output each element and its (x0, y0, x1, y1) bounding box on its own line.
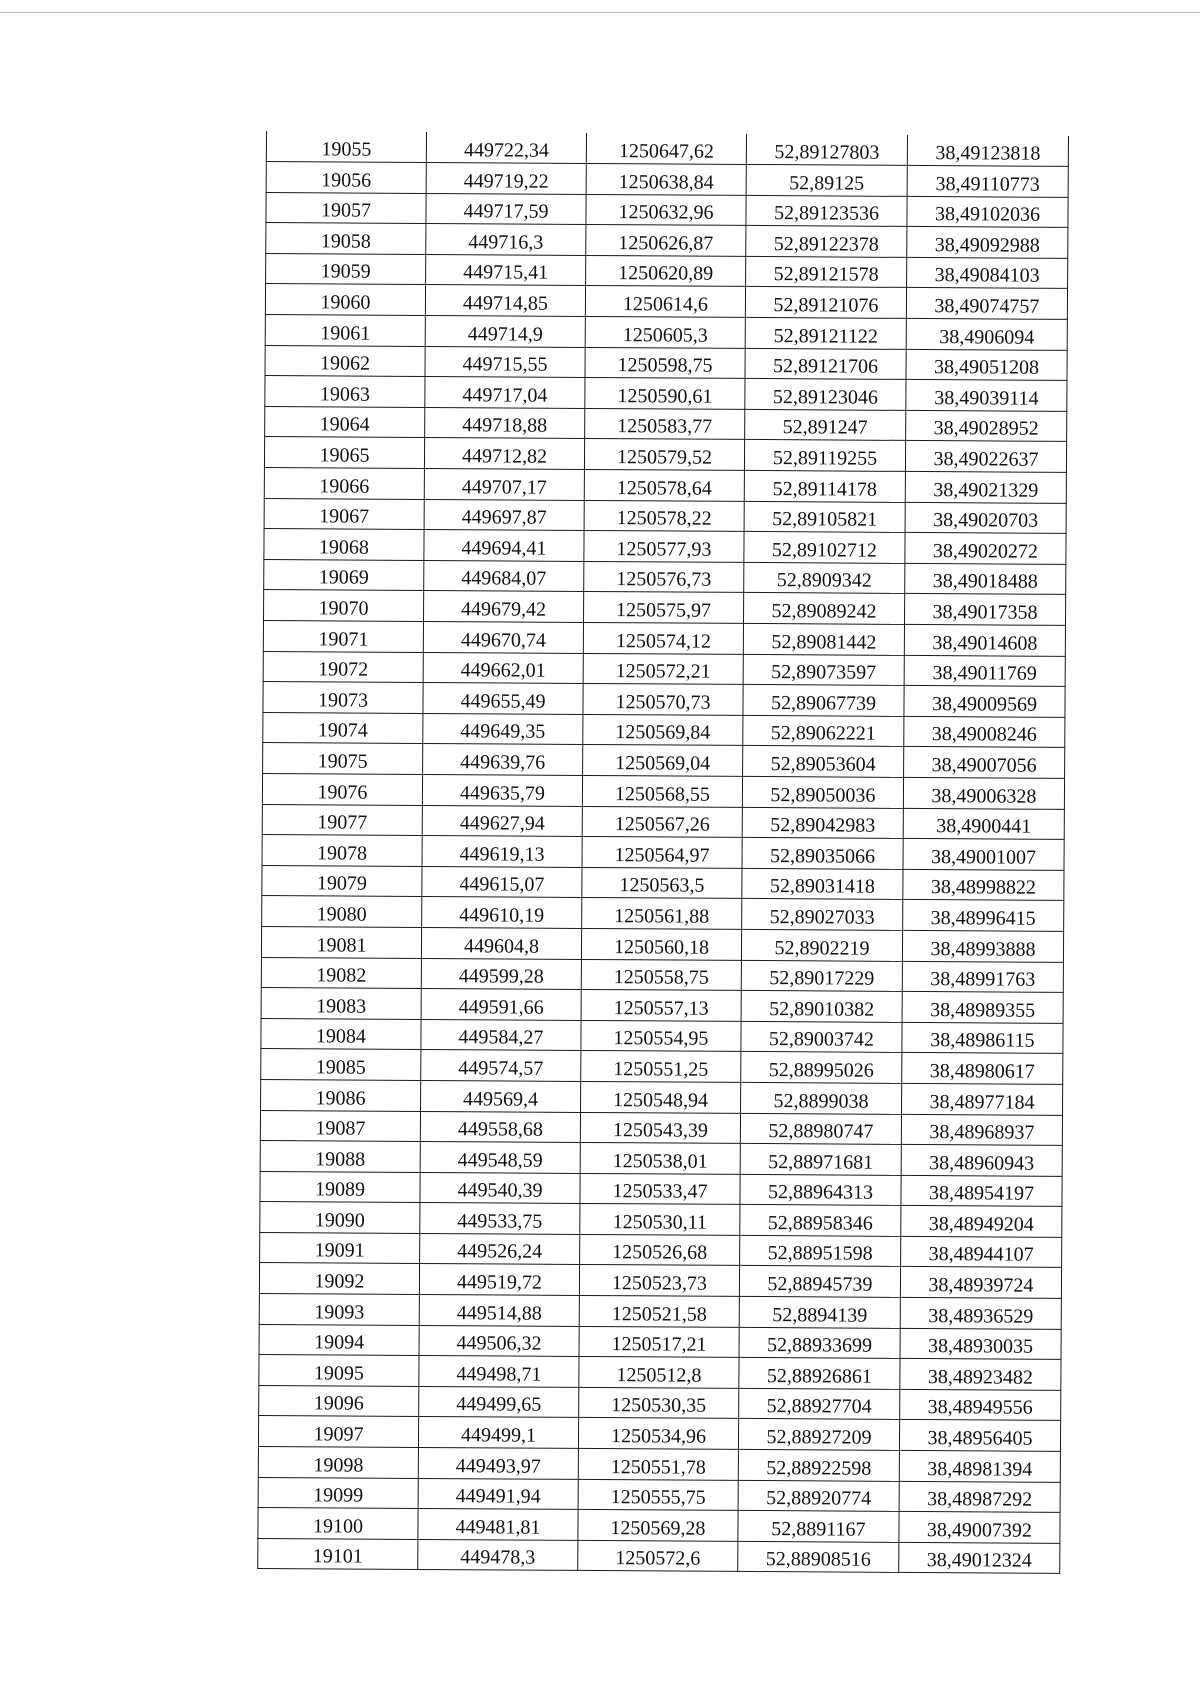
longitude-cell: 38,48998822 (903, 869, 1064, 901)
y-coordinate-cell: 1250638,84 (586, 164, 746, 196)
longitude-cell: 38,48939724 (900, 1267, 1061, 1299)
y-coordinate-cell: 1250563,5 (582, 867, 742, 899)
x-coordinate-cell: 449533,75 (420, 1203, 580, 1235)
point-number-cell: 19073 (263, 682, 423, 714)
x-coordinate-cell: 449715,55 (425, 346, 585, 378)
table-row (258, 1508, 1060, 1543)
y-coordinate-cell: 1250605,3 (585, 317, 745, 349)
point-number-cell: 19059 (266, 253, 426, 285)
latitude-cell: 52,89073597 (743, 654, 904, 686)
y-coordinate-cell: 1250574,12 (583, 622, 743, 654)
table-row (260, 1141, 1062, 1176)
table-row (260, 1232, 1062, 1267)
longitude-cell: 38,48923482 (900, 1359, 1061, 1391)
table-row (266, 253, 1068, 288)
x-coordinate-cell: 449719,22 (426, 163, 586, 195)
latitude-cell: 52,88951598 (740, 1235, 901, 1267)
x-coordinate-cell: 449599,28 (421, 958, 581, 990)
x-coordinate-cell: 449498,71 (419, 1356, 579, 1388)
point-number-cell: 19082 (261, 957, 421, 989)
table-row (263, 682, 1065, 717)
y-coordinate-cell: 1250626,87 (586, 225, 746, 257)
table-row (265, 315, 1067, 350)
y-coordinate-cell: 1250551,25 (581, 1051, 741, 1083)
longitude-cell: 38,48986115 (902, 1022, 1063, 1054)
table-row (266, 162, 1068, 197)
x-coordinate-cell: 449499,65 (419, 1386, 579, 1418)
y-coordinate-cell: 1250530,11 (580, 1204, 740, 1236)
x-coordinate-cell: 449635,79 (422, 774, 582, 806)
table-row (265, 406, 1067, 441)
table-row (261, 1079, 1063, 1114)
latitude-cell: 52,89121122 (745, 317, 906, 349)
point-number-cell: 19079 (262, 865, 422, 897)
x-coordinate-cell: 449615,07 (422, 866, 582, 898)
point-number-cell: 19067 (264, 498, 424, 530)
longitude-cell: 38,49007056 (904, 747, 1065, 779)
x-coordinate-cell: 449526,24 (420, 1233, 580, 1265)
y-coordinate-cell: 1250512,8 (579, 1357, 739, 1389)
table-row (260, 1110, 1062, 1145)
y-coordinate-cell: 1250570,73 (583, 684, 743, 716)
latitude-cell: 52,89081442 (743, 623, 904, 655)
longitude-cell: 38,48993888 (902, 930, 1063, 962)
table-row (266, 131, 1068, 166)
point-number-cell: 19092 (259, 1263, 419, 1295)
longitude-cell: 38,48936529 (900, 1297, 1061, 1329)
table-row (262, 835, 1064, 870)
table-row (258, 1538, 1060, 1573)
latitude-cell: 52,88964313 (740, 1174, 901, 1206)
x-coordinate-cell: 449558,68 (420, 1111, 580, 1143)
longitude-cell: 38,48930035 (900, 1328, 1061, 1360)
latitude-cell: 52,88927209 (738, 1419, 899, 1451)
point-number-cell: 19093 (259, 1294, 419, 1326)
table-row (261, 988, 1063, 1023)
latitude-cell: 52,88945739 (739, 1266, 900, 1298)
latitude-cell: 52,89121076 (745, 287, 906, 319)
latitude-cell: 52,88971681 (740, 1144, 901, 1176)
point-number-cell: 19057 (266, 192, 426, 224)
y-coordinate-cell: 1250534,96 (578, 1418, 738, 1450)
x-coordinate-cell: 449540,39 (420, 1172, 580, 1204)
y-coordinate-cell: 1250543,39 (580, 1112, 740, 1144)
latitude-cell: 52,88933699 (739, 1327, 900, 1359)
x-coordinate-cell: 449584,27 (421, 1019, 581, 1051)
y-coordinate-cell: 1250583,77 (585, 408, 745, 440)
point-number-cell: 19084 (261, 1018, 421, 1050)
y-coordinate-cell: 1250576,73 (584, 561, 744, 593)
point-number-cell: 19056 (266, 162, 426, 194)
longitude-cell: 38,48960943 (901, 1144, 1062, 1176)
longitude-cell: 38,48949556 (900, 1389, 1061, 1421)
y-coordinate-cell: 1250564,97 (582, 837, 742, 869)
table-row (261, 1018, 1063, 1053)
longitude-cell: 38,49017358 (904, 594, 1065, 626)
longitude-cell: 38,49008246 (904, 716, 1065, 748)
latitude-cell: 52,891247 (745, 409, 906, 441)
table-row (262, 896, 1064, 931)
y-coordinate-cell: 1250620,89 (586, 255, 746, 287)
x-coordinate-cell: 449717,04 (425, 377, 585, 409)
x-coordinate-cell: 449491,94 (418, 1478, 578, 1510)
latitude-cell: 52,88922598 (738, 1449, 899, 1481)
point-number-cell: 19098 (258, 1447, 418, 1479)
longitude-cell: 38,49007392 (899, 1512, 1060, 1544)
table-row (258, 1447, 1060, 1482)
y-coordinate-cell: 1250568,55 (582, 775, 742, 807)
longitude-cell: 38,49012324 (899, 1542, 1060, 1574)
longitude-cell: 38,48981394 (899, 1450, 1060, 1482)
latitude-cell: 52,88927704 (739, 1388, 900, 1420)
table-row (260, 1171, 1062, 1206)
point-number-cell: 19061 (265, 315, 425, 347)
table-row (263, 620, 1065, 655)
y-coordinate-cell: 1250575,97 (584, 592, 744, 624)
point-number-cell: 19076 (262, 773, 422, 805)
x-coordinate-cell: 449604,8 (421, 927, 581, 959)
x-coordinate-cell: 449662,01 (423, 652, 583, 684)
table-row (263, 651, 1065, 686)
latitude-cell: 52,89105821 (744, 501, 905, 533)
y-coordinate-cell: 1250567,26 (582, 806, 742, 838)
point-number-cell: 19083 (261, 988, 421, 1020)
y-coordinate-cell: 1250558,75 (581, 959, 741, 991)
y-coordinate-cell: 1250569,28 (578, 1510, 738, 1542)
latitude-cell: 52,88958346 (740, 1205, 901, 1237)
point-number-cell: 19100 (258, 1508, 418, 1540)
point-number-cell: 19095 (259, 1355, 419, 1387)
point-number-cell: 19097 (258, 1416, 418, 1448)
latitude-cell: 52,89089242 (744, 593, 905, 625)
latitude-cell: 52,89121578 (746, 256, 907, 288)
x-coordinate-cell: 449697,87 (424, 499, 584, 531)
latitude-cell: 52,8891167 (738, 1511, 899, 1543)
y-coordinate-cell: 1250632,96 (586, 194, 746, 226)
x-coordinate-cell: 449514,88 (419, 1295, 579, 1327)
y-coordinate-cell: 1250554,95 (581, 1020, 741, 1052)
y-coordinate-cell: 1250578,22 (584, 500, 744, 532)
point-number-cell: 19060 (265, 284, 425, 316)
latitude-cell: 52,89050036 (742, 776, 903, 808)
point-number-cell: 19058 (266, 223, 426, 255)
y-coordinate-cell: 1250560,18 (581, 928, 741, 960)
latitude-cell: 52,88926861 (739, 1358, 900, 1390)
table-row (263, 743, 1065, 778)
x-coordinate-cell: 449478,3 (418, 1539, 578, 1571)
table-row (264, 529, 1066, 564)
y-coordinate-cell: 1250557,13 (581, 990, 741, 1022)
point-number-cell: 19091 (260, 1232, 420, 1264)
point-number-cell: 19089 (260, 1171, 420, 1203)
x-coordinate-cell: 449684,07 (424, 560, 584, 592)
table-row (262, 804, 1064, 839)
longitude-cell: 38,48956405 (899, 1420, 1060, 1452)
y-coordinate-cell: 1250561,88 (582, 898, 742, 930)
x-coordinate-cell: 449548,59 (420, 1142, 580, 1174)
y-coordinate-cell: 1250526,68 (580, 1234, 740, 1266)
x-coordinate-cell: 449716,3 (426, 224, 586, 256)
point-number-cell: 19071 (263, 620, 423, 652)
table-row (264, 559, 1066, 594)
y-coordinate-cell: 1250523,73 (579, 1265, 739, 1297)
table-row (260, 1202, 1062, 1237)
y-coordinate-cell: 1250647,62 (586, 133, 746, 165)
y-coordinate-cell: 1250572,6 (578, 1540, 738, 1572)
longitude-cell: 38,4900441 (903, 808, 1064, 840)
point-number-cell: 19062 (265, 345, 425, 377)
latitude-cell: 52,89067739 (743, 685, 904, 717)
coordinates-table-body (258, 131, 1069, 1574)
point-number-cell: 19077 (262, 804, 422, 836)
latitude-cell: 52,89003742 (741, 1021, 902, 1053)
point-number-cell: 19075 (263, 743, 423, 775)
latitude-cell: 52,89017229 (741, 960, 902, 992)
longitude-cell: 38,49039114 (906, 380, 1067, 412)
x-coordinate-cell: 449707,17 (424, 469, 584, 501)
longitude-cell: 38,49084103 (907, 257, 1068, 289)
latitude-cell: 52,89102712 (744, 532, 905, 564)
point-number-cell: 19081 (261, 926, 421, 958)
point-number-cell: 19065 (264, 437, 424, 469)
point-number-cell: 19086 (261, 1079, 421, 1111)
latitude-cell: 52,88908516 (738, 1541, 899, 1573)
longitude-cell: 38,49092988 (907, 227, 1068, 259)
table-row (262, 773, 1064, 808)
point-number-cell: 19099 (258, 1477, 418, 1509)
longitude-cell: 38,49020703 (905, 502, 1066, 534)
x-coordinate-cell: 449655,49 (423, 683, 583, 715)
x-coordinate-cell: 449499,1 (418, 1417, 578, 1449)
x-coordinate-cell: 449714,9 (425, 316, 585, 348)
x-coordinate-cell: 449718,88 (425, 407, 585, 439)
latitude-cell: 52,89122378 (746, 226, 907, 258)
longitude-cell: 38,48954197 (901, 1175, 1062, 1207)
latitude-cell: 52,8899038 (741, 1082, 902, 1114)
longitude-cell: 38,49051208 (906, 349, 1067, 381)
table-row (261, 957, 1063, 992)
latitude-cell: 52,8902219 (741, 929, 902, 961)
table-row (264, 498, 1066, 533)
x-coordinate-cell: 449493,97 (418, 1447, 578, 1479)
point-number-cell: 19094 (259, 1324, 419, 1356)
table-row (264, 468, 1066, 503)
latitude-cell: 52,8909342 (744, 562, 905, 594)
point-number-cell: 19070 (264, 590, 424, 622)
y-coordinate-cell: 1250579,52 (584, 439, 744, 471)
table-row (259, 1294, 1061, 1329)
latitude-cell: 52,89119255 (744, 440, 905, 472)
point-number-cell: 19068 (264, 529, 424, 561)
x-coordinate-cell: 449481,81 (418, 1509, 578, 1541)
y-coordinate-cell: 1250548,94 (581, 1081, 741, 1113)
x-coordinate-cell: 449714,85 (425, 285, 585, 317)
latitude-cell: 52,89031418 (742, 868, 903, 900)
y-coordinate-cell: 1250569,84 (583, 714, 743, 746)
longitude-cell: 38,49102036 (907, 196, 1068, 228)
scan-edge-line (0, 12, 1200, 13)
latitude-cell: 52,89027033 (742, 899, 903, 931)
longitude-cell: 38,48991763 (902, 961, 1063, 993)
latitude-cell: 52,88920774 (738, 1480, 899, 1512)
longitude-cell: 38,49021329 (905, 471, 1066, 503)
longitude-cell: 38,49011769 (904, 655, 1065, 687)
point-number-cell: 19055 (266, 131, 426, 163)
table-row (258, 1416, 1060, 1451)
x-coordinate-cell: 449715,41 (426, 254, 586, 286)
table-row (265, 376, 1067, 411)
table-row (266, 192, 1068, 227)
latitude-cell: 52,89123536 (746, 195, 907, 227)
x-coordinate-cell: 449717,59 (426, 193, 586, 225)
longitude-cell: 38,48980617 (902, 1053, 1063, 1085)
longitude-cell: 38,49022637 (905, 441, 1066, 473)
longitude-cell: 38,49014608 (904, 624, 1065, 656)
table-row (263, 712, 1065, 747)
table-row (265, 345, 1067, 380)
longitude-cell: 38,48968937 (901, 1114, 1062, 1146)
y-coordinate-cell: 1250577,93 (584, 531, 744, 563)
y-coordinate-cell: 1250538,01 (580, 1143, 740, 1175)
table-row (264, 437, 1066, 472)
point-number-cell: 19090 (260, 1202, 420, 1234)
point-number-cell: 19096 (259, 1385, 419, 1417)
x-coordinate-cell: 449506,32 (419, 1325, 579, 1357)
table-row (259, 1263, 1061, 1298)
longitude-cell: 38,49009569 (904, 686, 1065, 718)
x-coordinate-cell: 449574,57 (421, 1050, 581, 1082)
latitude-cell: 52,89125 (746, 165, 907, 197)
y-coordinate-cell: 1250569,04 (583, 745, 743, 777)
longitude-cell: 38,49020272 (905, 533, 1066, 565)
longitude-cell: 38,49110773 (907, 166, 1068, 198)
latitude-cell: 52,89114178 (744, 470, 905, 502)
y-coordinate-cell: 1250521,58 (579, 1295, 739, 1327)
x-coordinate-cell: 449670,74 (423, 621, 583, 653)
x-coordinate-cell: 449649,35 (423, 713, 583, 745)
table-row (262, 865, 1064, 900)
x-coordinate-cell: 449519,72 (419, 1264, 579, 1296)
longitude-cell: 38,49006328 (903, 777, 1064, 809)
longitude-cell: 38,49018488 (905, 563, 1066, 595)
table-row (261, 926, 1063, 961)
point-number-cell: 19078 (262, 835, 422, 867)
point-number-cell: 19080 (262, 896, 422, 928)
y-coordinate-cell: 1250551,78 (578, 1448, 738, 1480)
y-coordinate-cell: 1250530,35 (579, 1387, 739, 1419)
point-number-cell: 19074 (263, 712, 423, 744)
point-number-cell: 19066 (264, 468, 424, 500)
latitude-cell: 52,89042983 (742, 807, 903, 839)
longitude-cell: 38,4906094 (906, 318, 1067, 350)
longitude-cell: 38,49001007 (903, 839, 1064, 871)
x-coordinate-cell: 449694,41 (424, 530, 584, 562)
longitude-cell: 38,49074757 (906, 288, 1067, 320)
x-coordinate-cell: 449627,94 (422, 805, 582, 837)
longitude-cell: 38,48996415 (903, 900, 1064, 932)
x-coordinate-cell: 449712,82 (424, 438, 584, 470)
x-coordinate-cell: 449591,66 (421, 989, 581, 1021)
table-row (259, 1355, 1061, 1390)
latitude-cell: 52,89123046 (745, 379, 906, 411)
table-row (265, 284, 1067, 319)
point-number-cell: 19063 (265, 376, 425, 408)
x-coordinate-cell: 449619,13 (422, 836, 582, 868)
y-coordinate-cell: 1250572,21 (583, 653, 743, 685)
y-coordinate-cell: 1250598,75 (585, 347, 745, 379)
y-coordinate-cell: 1250517,21 (579, 1326, 739, 1358)
x-coordinate-cell: 449569,4 (421, 1080, 581, 1112)
x-coordinate-cell: 449722,34 (426, 132, 586, 164)
y-coordinate-cell: 1250590,61 (585, 378, 745, 410)
coordinates-table (257, 131, 1069, 1574)
x-coordinate-cell: 449679,42 (424, 591, 584, 623)
x-coordinate-cell: 449639,76 (423, 744, 583, 776)
latitude-cell: 52,88980747 (740, 1113, 901, 1145)
latitude-cell: 52,8894139 (739, 1296, 900, 1328)
x-coordinate-cell: 449610,19 (422, 897, 582, 929)
longitude-cell: 38,48944107 (901, 1236, 1062, 1268)
latitude-cell: 52,88995026 (741, 1052, 902, 1084)
latitude-cell: 52,89010382 (741, 991, 902, 1023)
y-coordinate-cell: 1250533,47 (580, 1173, 740, 1205)
point-number-cell: 19088 (260, 1141, 420, 1173)
point-number-cell: 19101 (258, 1538, 418, 1570)
table-row (264, 590, 1066, 625)
longitude-cell: 38,49123818 (907, 135, 1068, 167)
point-number-cell: 19069 (264, 559, 424, 591)
point-number-cell: 19087 (260, 1110, 420, 1142)
y-coordinate-cell: 1250578,64 (584, 469, 744, 501)
table-row (266, 223, 1068, 258)
table-row (259, 1324, 1061, 1359)
table-row (261, 1049, 1063, 1084)
longitude-cell: 38,49028952 (906, 410, 1067, 442)
longitude-cell: 38,48987292 (899, 1481, 1060, 1513)
y-coordinate-cell: 1250555,75 (578, 1479, 738, 1511)
y-coordinate-cell: 1250614,6 (585, 286, 745, 318)
table-row (258, 1477, 1060, 1512)
longitude-cell: 38,48949204 (901, 1206, 1062, 1238)
longitude-cell: 38,48989355 (902, 992, 1063, 1024)
latitude-cell: 52,89062221 (743, 715, 904, 747)
table-row (259, 1385, 1061, 1420)
point-number-cell: 19064 (265, 406, 425, 438)
longitude-cell: 38,48977184 (902, 1083, 1063, 1115)
point-number-cell: 19072 (263, 651, 423, 683)
point-number-cell: 19085 (261, 1049, 421, 1081)
latitude-cell: 52,89035066 (742, 838, 903, 870)
latitude-cell: 52,89127803 (746, 134, 907, 166)
latitude-cell: 52,89053604 (743, 746, 904, 778)
latitude-cell: 52,89121706 (745, 348, 906, 380)
